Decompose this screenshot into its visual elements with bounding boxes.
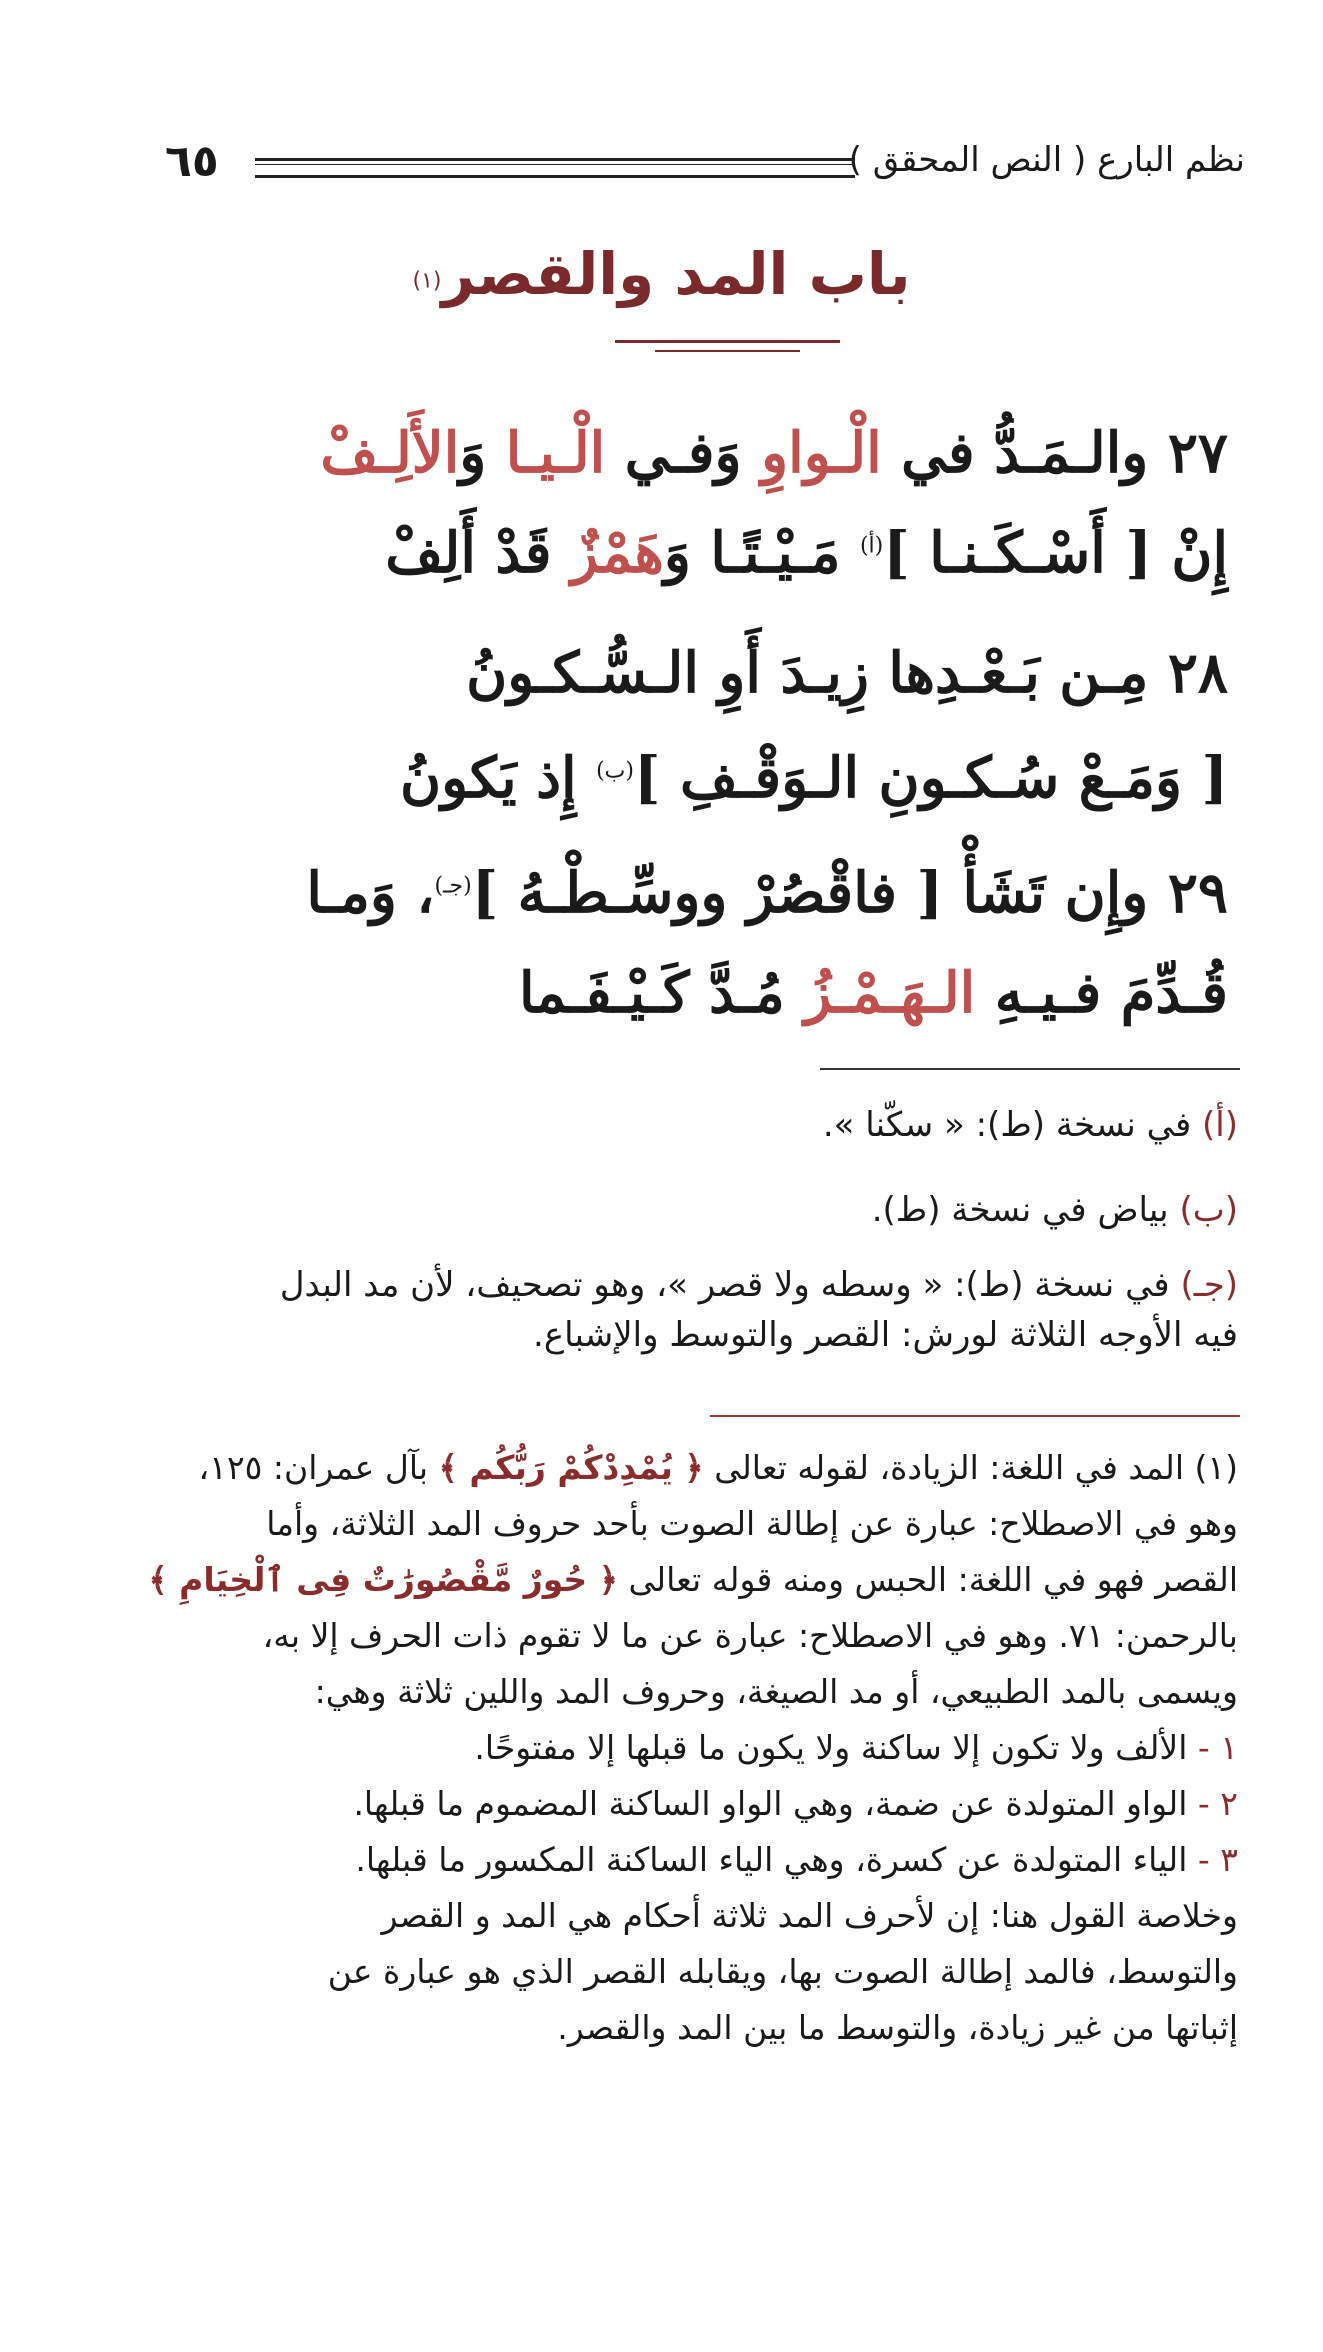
explanatory-footnote [148, 1440, 1238, 2056]
running-header [165, 136, 1245, 200]
footnote-mark: (أ) [859, 533, 884, 559]
note-line: ويسمى بالمد الطبيعي، أو مد الصيغة، وحروف المد واللين ثلاثة وهي: [314, 1672, 1238, 1711]
verse-29-second-hemistich [128, 960, 1228, 1026]
note-text-continued: فيه الأوجه الثلاثة لورش: القصر والتوسط والإشباع. [533, 1315, 1238, 1355]
footnote-mark: (جـ) [434, 873, 472, 899]
verse-highlight: الْـيـا [505, 420, 606, 486]
note-line: إثباتها من غير زيادة، والتوسط ما بين المد والقصر. [557, 2008, 1238, 2047]
chapter-underline [615, 340, 840, 343]
note-line [178, 1440, 1238, 1496]
note-line: والتوسط، فالمد إطالة الصوت بها، ويقابله القصر الذي هو عبارة عن [327, 1952, 1238, 1991]
chapter-heading [0, 240, 1323, 308]
verse-text: مُـدَّ كَـيْـفَـما [518, 960, 805, 1026]
verse-number: ٢٨ [1167, 640, 1228, 706]
verse-27-first-hemistich [128, 420, 1228, 486]
variant-note-b [178, 1185, 1238, 1235]
verse-text: وَ [459, 420, 506, 486]
verse-29-first-hemistich [128, 860, 1228, 926]
verse-number: ٢٩ [1167, 860, 1228, 926]
note-text: الألف ولا تكون إلا ساكنة ولا يكون ما قبلها إلا مفتوحًا. [474, 1728, 1198, 1767]
verse-text: والـمَـدُّ في [881, 420, 1149, 486]
header-title: نظم البارع ( النص المحقق ) [848, 140, 1245, 180]
quran-quote: ﴿ يُمْدِدْكُمْ رَبُّكُم ﴾ [438, 1448, 704, 1487]
note-line: وخلاصة القول هنا: إن لأحرف المد ثلاثة أحكام هي المد و القصر [381, 1896, 1238, 1935]
verse-28-first-hemistich [128, 640, 1228, 706]
list-number: ٣ - [1197, 1840, 1238, 1879]
footnote-mark: (ب) [596, 758, 634, 784]
variant-notes-divider [820, 1068, 1240, 1070]
list-number: ١ - [1197, 1728, 1238, 1767]
note-letter: (ب) [1179, 1190, 1238, 1230]
note-text: في نسخة (ط): « وسطه ولا قصر »، وهو تصحيف، لأن مد البدل [279, 1265, 1181, 1305]
note-text: بآل عمران: ١٢٥، [198, 1448, 439, 1487]
verse-highlight: الـهَـمْـزُ [804, 960, 976, 1026]
note-text: الواو المتولدة عن ضمة، وهي الواو الساكنة المضموم ما قبلها. [353, 1784, 1198, 1823]
note-line [178, 1720, 1238, 1776]
verse-text: وَفـي [605, 420, 762, 486]
verse-text: ، وَمـا [306, 860, 435, 926]
verse-text: قُـدِّمَ فـيـهِ [975, 960, 1228, 1026]
verse-number: ٢٧ [1167, 420, 1228, 486]
verse-text: قَدْ أَلِفْ [385, 520, 572, 586]
note-line: بالرحمن: ٧١. وهو في الاصطلاح: عبارة عن ما لا تقوم ذات الحرف إلا به، [262, 1616, 1238, 1655]
verse-text: إِنْ [ أَسْـكَـنـا ] [883, 520, 1228, 586]
verse-text: مَـيْـتًـا وَ [663, 520, 860, 586]
note-text: في نسخة (ط): « سكّنا ». [822, 1105, 1203, 1145]
note-text: القصر فهو في اللغة: الحبس ومنه قوله تعالى [618, 1560, 1238, 1599]
verse-text: إِذ يَكونُ [400, 745, 597, 811]
verse-text: [ وَمَـعْ سُـكـونِ الـوَقْـفِ ] [633, 745, 1228, 811]
verse-text: مِـن بَـعْـدِها زِيـدَ أَوِ الـسُّـكـونُ [466, 640, 1149, 706]
note-text: (١) المد في اللغة: الزيادة، لقوله تعالى [703, 1448, 1238, 1487]
quran-quote: ﴿ حُورٌ مَّقْصُورَٰتٌ فِى ٱلْخِيَامِ ﴾ [148, 1560, 619, 1599]
note-text: بياض في نسخة (ط). [871, 1190, 1180, 1230]
list-number: ٢ - [1197, 1784, 1238, 1823]
note-line: وهو في الاصطلاح: عبارة عن إطالة الصوت بأحد حروف المد الثلاثة، وأما [266, 1504, 1238, 1543]
note-text: الياء المتولدة عن كسرة، وهي الياء الساكنة المكسور ما قبلها. [355, 1840, 1198, 1879]
note-line [148, 1552, 1238, 1608]
chapter-title: باب المد والقصر [441, 240, 911, 308]
variant-note-c [178, 1260, 1238, 1360]
note-line [178, 1776, 1238, 1832]
chapter-underline-inner [655, 350, 800, 352]
footnotes-divider [710, 1415, 1240, 1417]
verse-highlight: الأَلِـفْ [320, 420, 460, 486]
header-rule [255, 158, 855, 178]
note-letter: (جـ) [1180, 1265, 1238, 1305]
note-letter: (أ) [1202, 1105, 1238, 1145]
variant-note-a [178, 1100, 1238, 1150]
chapter-footnote-ref: (١) [412, 268, 442, 294]
verse-highlight: هَمْزٌ [571, 520, 664, 586]
note-line [178, 1832, 1238, 1888]
verse-27-second-hemistich [128, 520, 1228, 586]
page-number: ٦٥ [165, 136, 219, 187]
verse-text: وإِن تَشَأْ [ فاقْصُرْ ووسِّـطْـهُ ] [471, 860, 1149, 926]
verse-highlight: الْـواوِ [761, 420, 882, 486]
verse-28-second-hemistich [128, 745, 1228, 811]
